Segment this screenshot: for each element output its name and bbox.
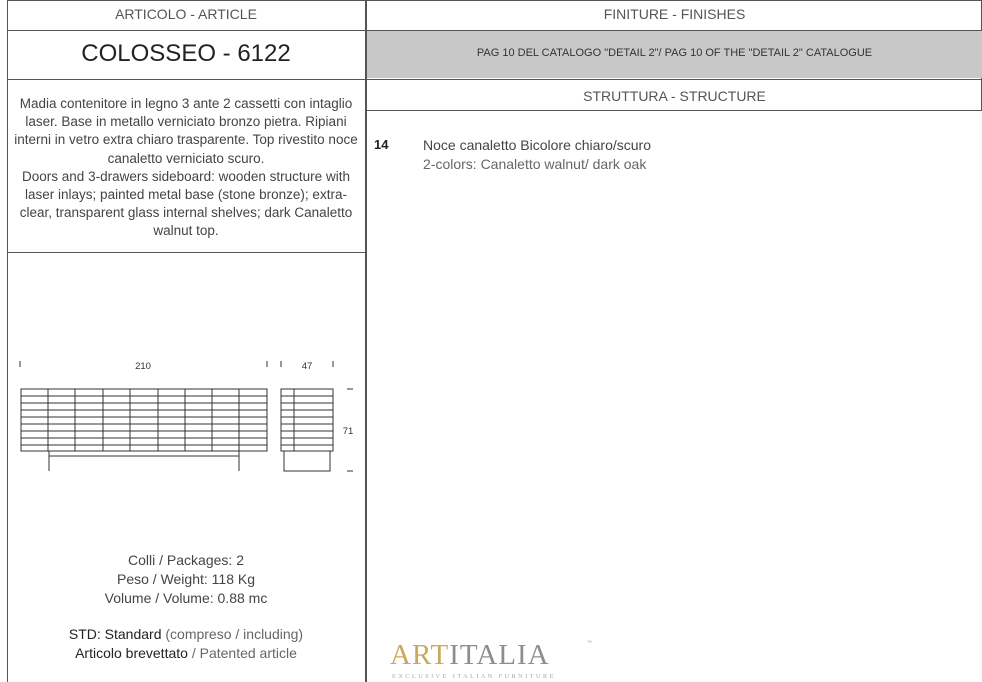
svg-text:ARTITALIA [390,639,550,671]
width-label: 210 [135,361,151,372]
side-view-body [281,389,333,451]
structure-header: STRUTTURA - STRUCTURE [583,88,766,104]
article-header: ARTICOLO - ARTICLE [115,6,257,22]
product-description [10,95,362,241]
weight-spec [8,571,364,587]
volume-value: 0.88 mc [217,590,268,606]
patent-label: Articolo brevettato [75,645,188,661]
title-divider [7,79,982,80]
catalog-note-box [367,31,982,78]
weight-value: 118 Kg [211,571,256,587]
patent-note: / Patented article [191,645,297,661]
logo-italia: ITALIA [449,639,550,671]
finish-code: 14 [374,137,389,152]
technical-drawing [15,355,360,485]
logo-art: ART [390,639,450,671]
patent-spec [8,645,364,661]
standard-note: (compreso / including) [165,626,304,642]
packages-label: Colli / Packages: [128,552,233,568]
structure-divider [367,110,982,111]
standard-label: STD: Standard [68,626,162,642]
catalog-note: PAG 10 DEL CATALOGO "DETAIL 2"/ PAG 10 OF THE "DETAIL 2" CATALOGUE [476,47,873,59]
finish-name-italian: Noce canaletto Bicolore chiaro/scuro [423,137,652,153]
artitalia-logo [390,636,600,682]
description-italian: Madia contenitore in legno 3 ante 2 cassetti con intaglio laser. Base in metallo verniciato bronzo pietra. Ripiani interni in vetro extra chiaro trasparente. Top rivestito noce canaletto verniciato scuro. [14,96,358,166]
top-border [7,0,982,1]
finish-name-english: 2-colors: Canaletto walnut/ dark oak [423,156,647,172]
packages-value: 2 [236,552,244,568]
volume-label: Volume / Volume: [104,590,214,606]
depth-label: 47 [301,361,313,372]
description-english: Doors and 3-drawers sideboard: wooden structure with laser inlays; painted metal base (stone bronze); extra-clear, transparent glass internal shelves; dark Canaletto walnut top. [19,168,353,239]
description-divider [7,252,365,253]
front-view-body [21,389,267,451]
standard-spec [8,626,364,642]
side-base [284,451,330,471]
logo-tagline: EXCLUSIVE ITALIAN FURNITURE [392,673,556,680]
weight-label: Peso / Weight: [116,571,208,587]
volume-spec [8,590,364,606]
height-label: 71 [342,426,354,437]
finishes-header: FINITURE - FINISHES [603,6,746,22]
packages-spec [8,552,364,568]
logo-tm: ™ [587,640,592,646]
product-title: COLOSSEO - 6122 [81,40,291,67]
